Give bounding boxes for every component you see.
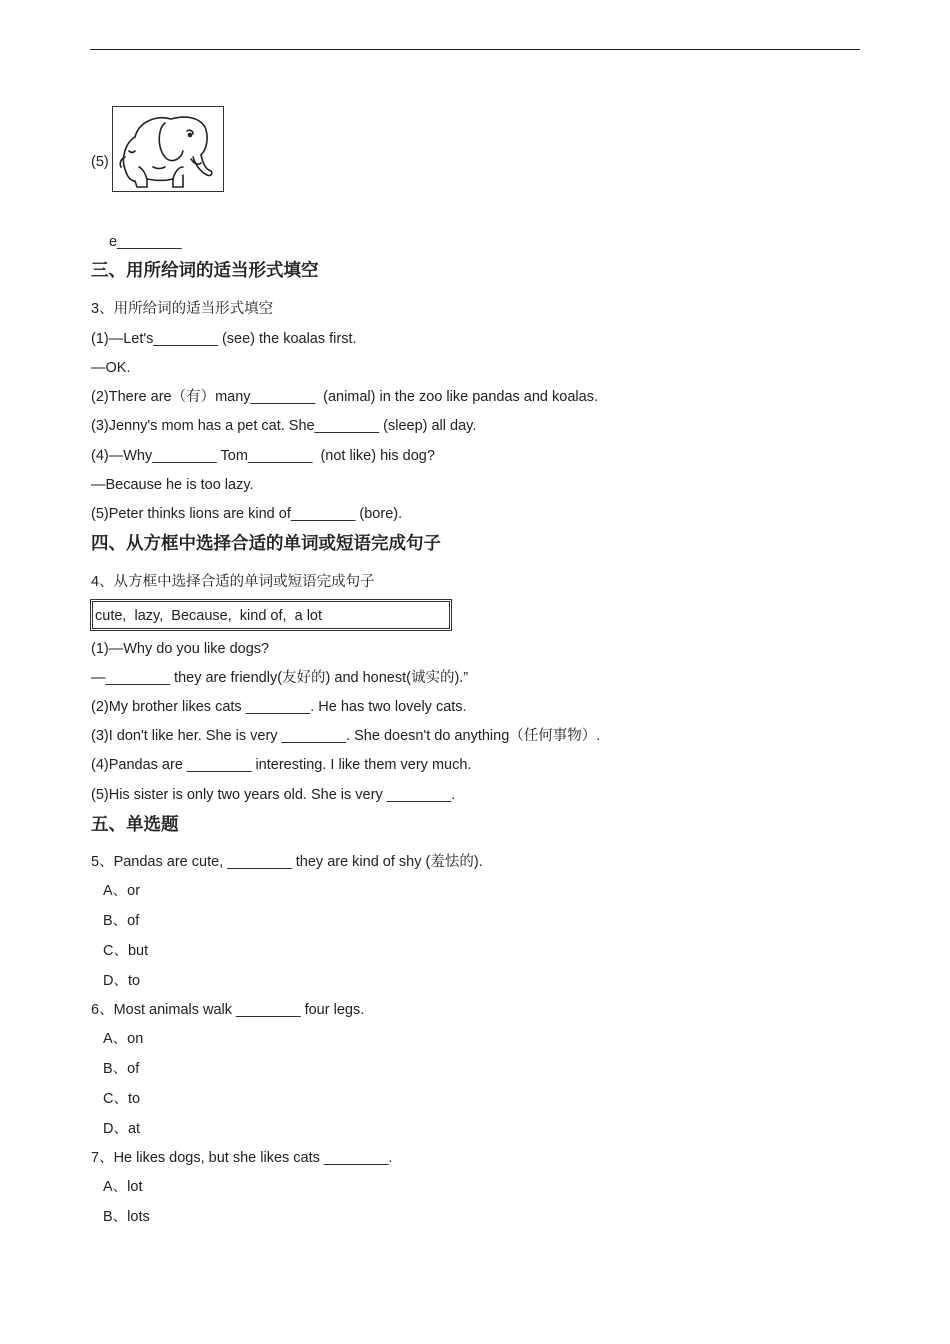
q3-stem: 3、用所给词的适当形式填空: [91, 301, 274, 317]
q7-option-b[interactable]: B、lots: [103, 1209, 150, 1225]
q4-line: (5)His sister is only two years old. She is very ________.: [91, 787, 456, 803]
header-rule: [90, 49, 860, 50]
q7-option-a[interactable]: A、lot: [103, 1179, 143, 1195]
q4-line: (1)—Why do you like dogs?: [91, 641, 270, 657]
q3-line: (4)—Why________ Tom________ (not like) his dog?: [91, 448, 435, 464]
section-5-title: 五、单选题: [91, 814, 179, 834]
q6-option-c[interactable]: C、to: [103, 1091, 141, 1107]
q3-line: (3)Jenny's mom has a pet cat. She________ (sleep) all day.: [91, 418, 477, 434]
section-3-title: 三、用所给词的适当形式填空: [91, 260, 319, 280]
q4-line: (3)I don't like her. She is very ________. She doesn't do anything（任何事物）.: [91, 728, 601, 744]
q6-stem: 6、Most animals walk ________ four legs.: [91, 1002, 365, 1018]
q3-line: (2)There are（有）many________ (animal) in the zoo like pandas and koalas.: [91, 389, 598, 405]
q4-line: (2)My brother likes cats ________. He has two lovely cats.: [91, 699, 467, 715]
q6-option-b[interactable]: B、of: [103, 1061, 140, 1077]
q4-stem: 4、从方框中选择合适的单词或短语完成句子: [91, 574, 375, 590]
q5-stem: 5、Pandas are cute, ________ they are kind of shy (羞怯的).: [91, 854, 483, 870]
q3-line: —OK.: [91, 360, 131, 376]
q5-option-b[interactable]: B、of: [103, 913, 140, 929]
q6-option-d[interactable]: D、at: [103, 1121, 141, 1137]
q4-line: (4)Pandas are ________ interesting. I like them very much.: [91, 757, 472, 773]
q2-item5-label: (5): [91, 154, 109, 170]
word-box-text: cute, lazy, Because, kind of, a lot: [95, 608, 323, 624]
q3-line: (1)—Let's________ (see) the koalas first.: [91, 331, 357, 347]
q5-option-c[interactable]: C、but: [103, 943, 149, 959]
q5-option-d[interactable]: D、to: [103, 973, 141, 989]
word-box: [90, 599, 452, 631]
elephant-icon: [113, 107, 221, 189]
section-4-title: 四、从方框中选择合适的单词或短语完成句子: [91, 533, 441, 553]
elephant-picture-frame: [112, 106, 224, 192]
q2-item5-answer: e________: [109, 234, 182, 250]
q6-option-a[interactable]: A、on: [103, 1031, 144, 1047]
q5-option-a[interactable]: A、or: [103, 883, 141, 899]
q7-stem: 7、He likes dogs, but she likes cats ________.: [91, 1150, 393, 1166]
q3-line: —Because he is too lazy.: [91, 477, 254, 493]
q3-line: (5)Peter thinks lions are kind of________ (bore).: [91, 506, 403, 522]
q4-line: —________ they are friendly(友好的) and honest(诚实的).”: [91, 670, 469, 686]
